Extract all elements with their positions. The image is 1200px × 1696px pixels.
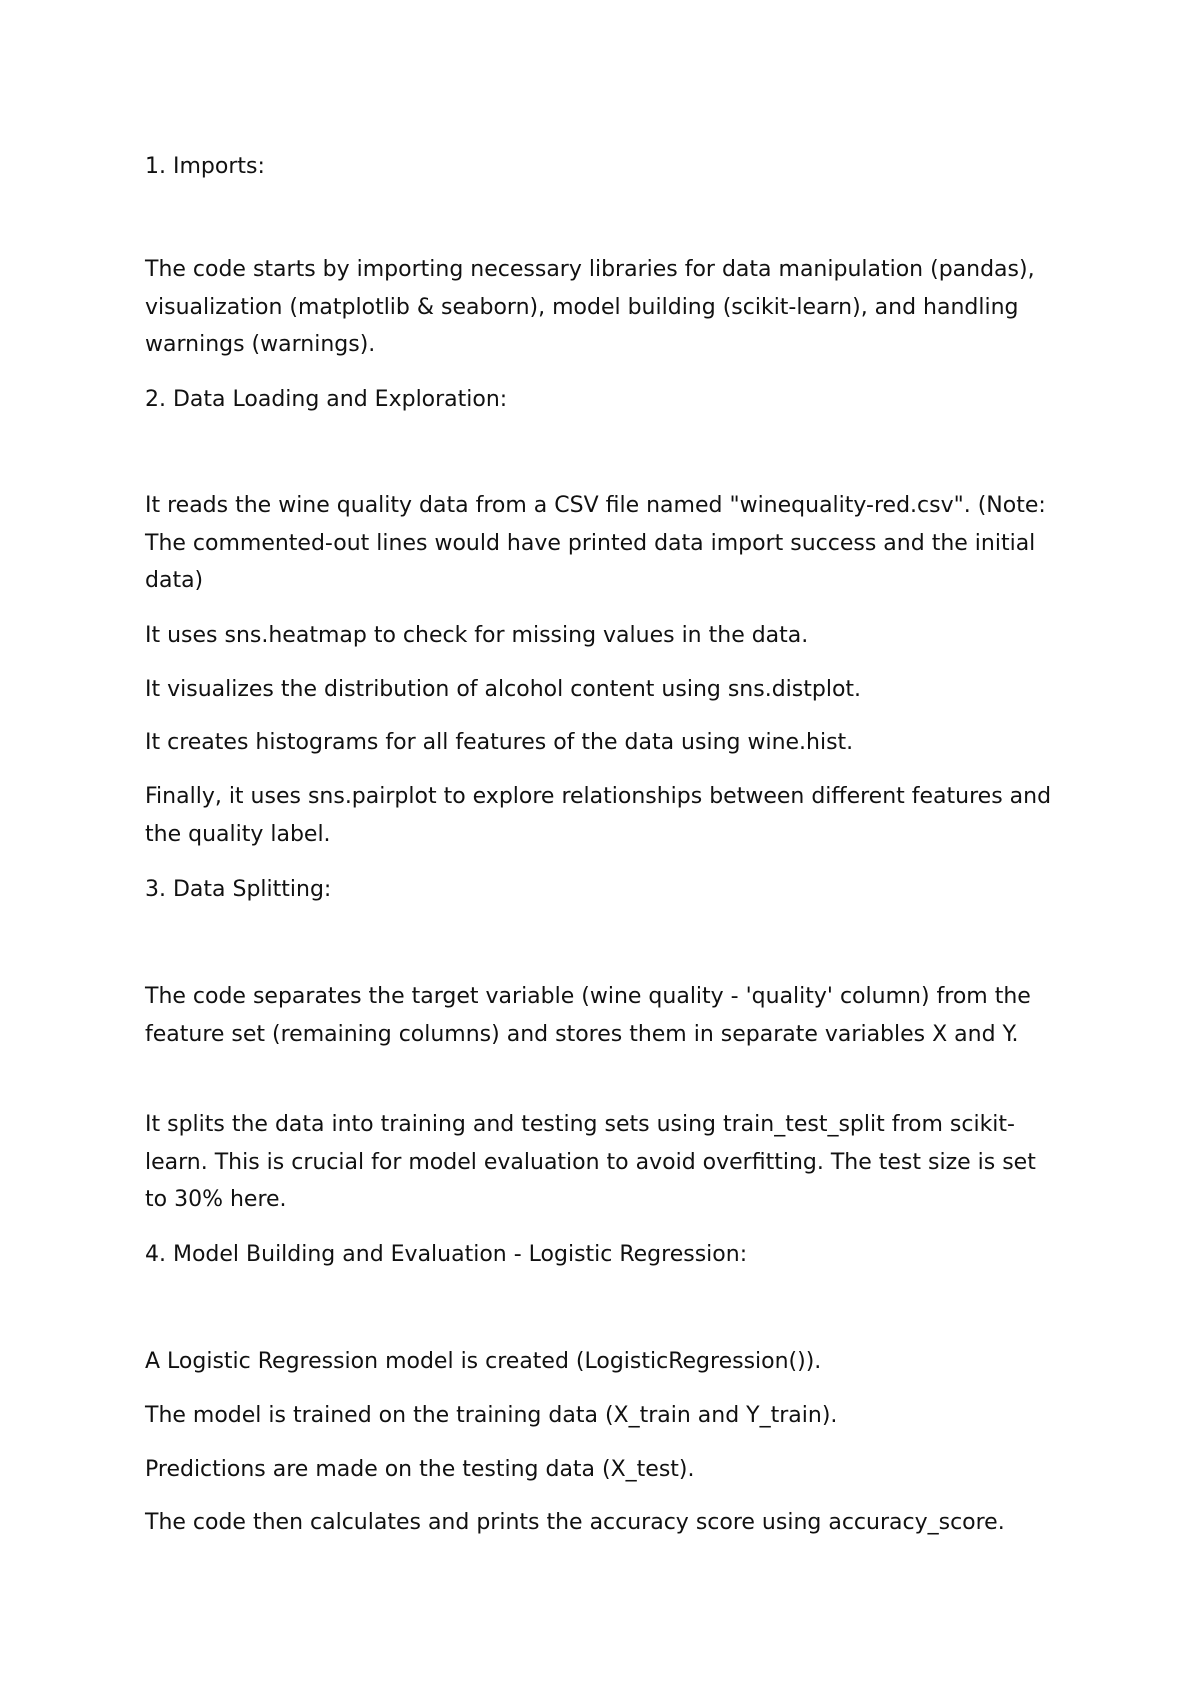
paragraph-predictions: Predictions are made on the testing data (X_test).: [145, 1457, 695, 1482]
paragraph-heatmap: It uses sns.heatmap to check for missing values in the data.: [145, 623, 809, 648]
paragraph-histograms: It creates histograms for all features of the data using wine.hist.: [145, 730, 854, 755]
paragraph-reads-data: It reads the wine quality data from a CSV file named "winequality-red.csv". (Note: The commented-out lines would have printed data import success and the initial data): [145, 493, 1046, 593]
paragraph-imports-description: The code starts by importing necessary libraries for data manipulation (pandas), visualization (matplotlib & seaborn), model building (scikit-learn), and handling warnings (warnings).: [145, 257, 1035, 357]
paragraph-target-variable: The code separates the target variable (wine quality - 'quality' column) from the feature set (remaining columns) and stores them in separate variables X and Y.: [145, 984, 1031, 1047]
paragraph-model-created: A Logistic Regression model is created (LogisticRegression()).: [145, 1349, 822, 1374]
paragraph-train-test-split: It splits the data into training and testing sets using train_test_split from scikit-learn. This is crucial for model evaluation to avoid overfitting. The test size is set to 30% here.: [145, 1112, 1036, 1212]
paragraph-distplot: It visualizes the distribution of alcohol content using sns.distplot.: [145, 677, 862, 702]
heading-model-building: 4. Model Building and Evaluation - Logistic Regression:: [145, 1242, 748, 1267]
paragraph-pairplot: Finally, it uses sns.pairplot to explore relationships between different features and the quality label.: [145, 784, 1052, 847]
paragraph-model-trained: The model is trained on the training data (X_train and Y_train).: [145, 1403, 838, 1428]
heading-data-splitting: 3. Data Splitting:: [145, 877, 332, 902]
paragraph-accuracy: The code then calculates and prints the accuracy score using accuracy_score.: [145, 1510, 1005, 1535]
heading-imports: 1. Imports:: [145, 154, 265, 179]
heading-data-loading: 2. Data Loading and Exploration:: [145, 387, 508, 412]
